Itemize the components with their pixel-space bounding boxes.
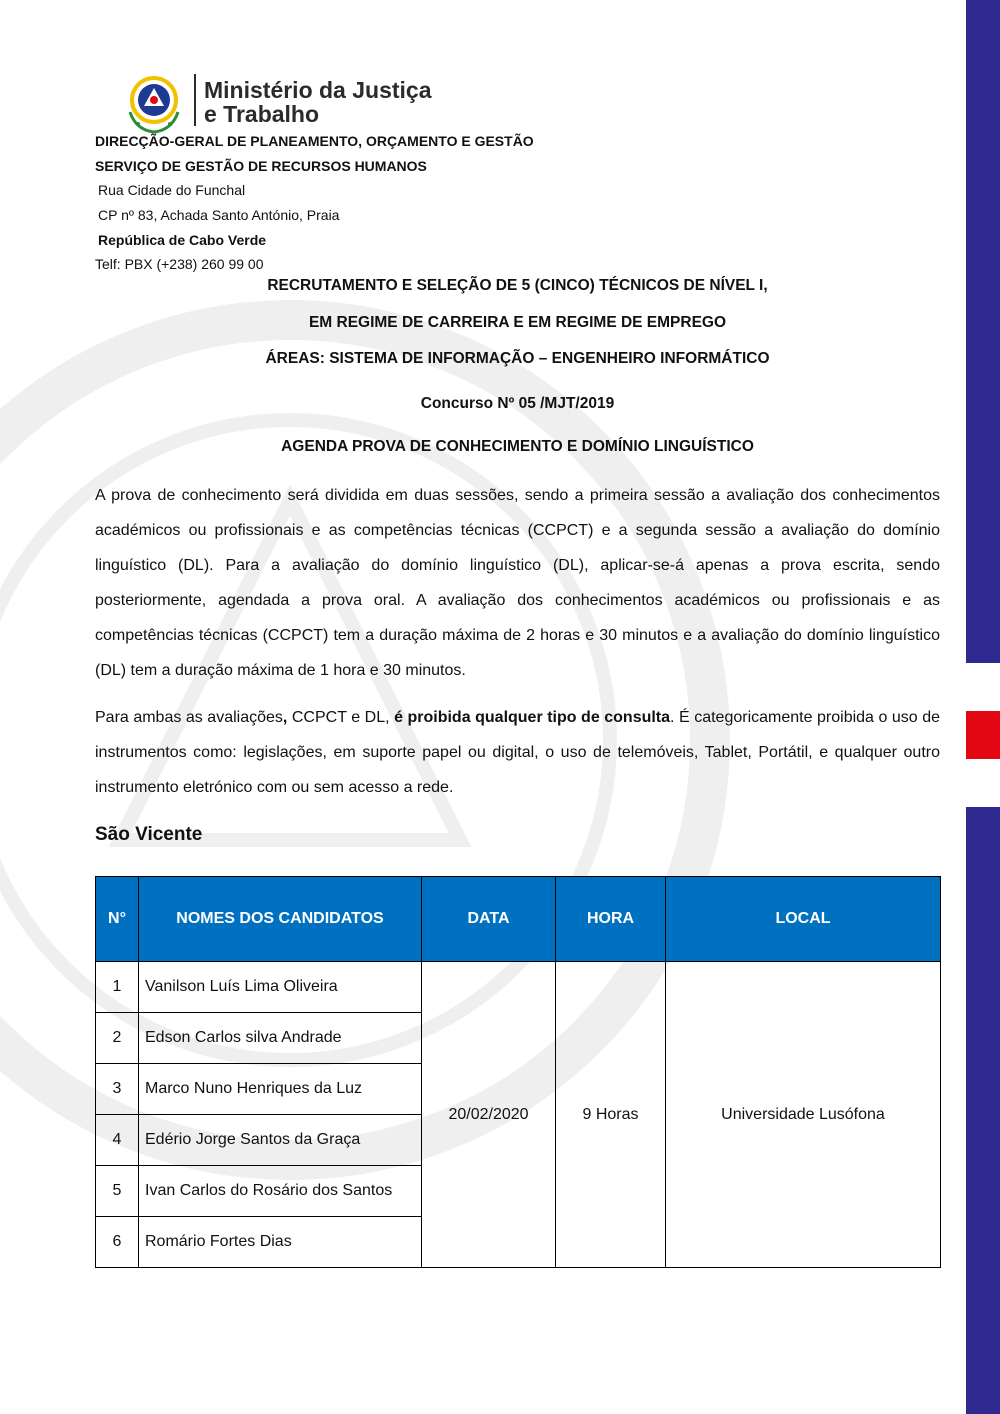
logo-divider — [194, 74, 196, 126]
edge-bar-red — [966, 711, 1000, 759]
coat-of-arms-icon — [118, 72, 198, 136]
concurso-number: Concurso Nº 05 /MJT/2019 — [420, 395, 615, 412]
col-header-names: NOMES DOS CANDIDATOS — [139, 877, 422, 962]
title-line1: RECRUTAMENTO E SELEÇÃO DE 5 (CINCO) TÉCNICOS DE NÍVEL I, — [267, 277, 768, 294]
exam-date: 20/02/2020 — [422, 962, 556, 1268]
col-header-date: DATA — [422, 877, 556, 962]
ministry-name-line2: e Trabalho — [204, 101, 320, 127]
col-header-hour: HORA — [556, 877, 666, 962]
rules-text-2: CCPCT e DL, — [287, 709, 395, 726]
row-number: 1 — [96, 962, 139, 1013]
title-line3: ÁREAS: SISTEMA DE INFORMAÇÃO – ENGENHEIRO INFORMÁTICO — [265, 350, 770, 367]
ministry-name-line1: Ministério da Justiça — [204, 77, 432, 103]
row-number: 6 — [96, 1217, 139, 1268]
candidate-name: Vanilson Luís Lima Oliveira — [139, 962, 422, 1013]
edge-bar-blue-bottom — [966, 807, 1000, 1414]
header-country: República de Cabo Verde — [98, 232, 267, 248]
rules-text-3: . É categoricamente proibida o uso de instrumentos como: legislações, em suporte papel ou digital, o uso de telemóveis, Tablet, Portátil, e qualquer outro instrumento eletrónico com ou sem acesso a rede. — [95, 709, 940, 796]
row-number: 5 — [96, 1166, 139, 1217]
candidates-table — [95, 876, 941, 1268]
rules-text-1: Para ambas as avaliações — [95, 709, 283, 726]
exam-location: Universidade Lusófona — [666, 962, 941, 1268]
header-phone: Telf: PBX (+238) 260 99 00 — [95, 256, 264, 272]
ministry-name — [204, 78, 432, 126]
table-header-row — [96, 877, 941, 962]
candidate-name: Ivan Carlos do Rosário dos Santos — [139, 1166, 422, 1217]
candidate-name: Edson Carlos silva Andrade — [139, 1013, 422, 1064]
col-header-location: LOCAL — [666, 877, 941, 962]
rules-prohibition: é proibida qualquer tipo de consulta — [394, 709, 671, 726]
header-service: SERVIÇO DE GESTÃO DE RECURSOS HUMANOS — [95, 158, 427, 174]
edge-bar-blue-top — [966, 0, 1000, 663]
row-number: 3 — [96, 1064, 139, 1115]
paragraph-rules — [95, 700, 940, 805]
candidate-name: Edério Jorge Santos da Graça — [139, 1115, 422, 1166]
candidate-name: Romário Fortes Dias — [139, 1217, 422, 1268]
col-header-number: N° — [96, 877, 139, 962]
exam-hour: 9 Horas — [556, 962, 666, 1268]
title-line2: EM REGIME DE CARREIRA E EM REGIME DE EMPREGO — [308, 314, 727, 331]
table-row — [96, 962, 941, 1013]
header-postal: CP nº 83, Achada Santo António, Praia — [98, 207, 340, 223]
row-number: 4 — [96, 1115, 139, 1166]
paragraph-exam-description: A prova de conhecimento será dividida em duas sessões, sendo a primeira sessão a avaliação dos conhecimentos académicos ou profissionais e as competências técnicas (CCPCT) e a segunda sessão a avaliação do domínio linguístico (DL). Para a avaliação do domínio linguístico (DL), aplicar-se-á apenas a prova escrita, sendo posteriormente, agendada a prova oral. A avaliação dos conhecimentos académicos ou profissionais e as competências técnicas (CCPCT) tem a duração máxima de 2 horas e 30 minutos e a avaliação do domínio linguístico (DL) tem a duração máxima de 1 hora e 30 minutos. — [95, 487, 940, 679]
section-title-sao-vicente: São Vicente — [95, 824, 203, 845]
header-street: Rua Cidade do Funchal — [98, 182, 246, 198]
header-directorate: DIRECÇÃO-GERAL DE PLANEAMENTO, ORÇAMENTO E GESTÃO — [95, 133, 534, 149]
row-number: 2 — [96, 1013, 139, 1064]
rules-comma: , — [282, 709, 288, 726]
candidate-name: Marco Nuno Henriques da Luz — [139, 1064, 422, 1115]
agenda-title: AGENDA PROVA DE CONHECIMENTO E DOMÍNIO LINGUÍSTICO — [281, 438, 754, 455]
